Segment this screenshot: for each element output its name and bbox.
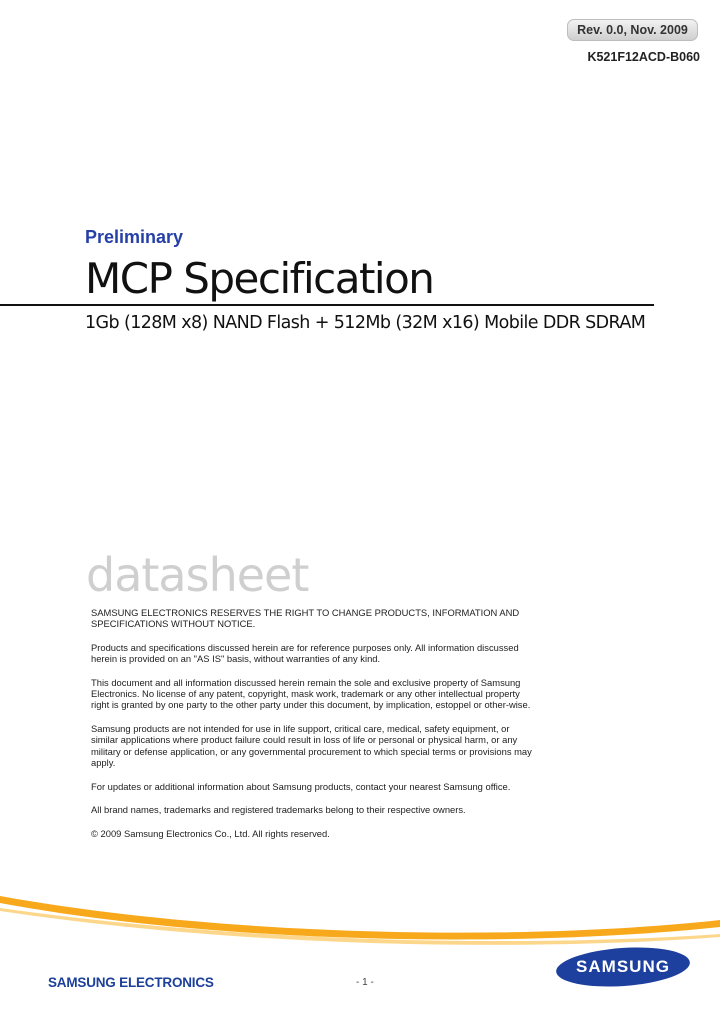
revision-badge: Rev. 0.0, Nov. 2009 <box>567 19 698 41</box>
notice-paragraph: This document and all information discussed herein remain the sole and exclusive property of Samsung Electronics. No license of any patent, copyright, mask work, trademark or any other intellectual property right is granted by one party to the other party under this document, by implication, estoppel or other-wise. <box>91 677 531 711</box>
logo-wordmark: SAMSUNG <box>576 957 670 976</box>
notice-paragraph: Samsung products are not intended for use in life support, critical care, medical, safety equipment, or similar applications where product failure could result in loss of life or personal or physical harm, or any military or defense application, or any governmental procurement to which special terms or provisions may apply. <box>91 723 532 768</box>
notice-paragraph: SAMSUNG ELECTRONICS RESERVES THE RIGHT TO CHANGE PRODUCTS, INFORMATION AND SPECIFICATIONS WITHOUT NOTICE. <box>91 607 520 630</box>
watermark: datasheet <box>86 548 309 602</box>
legal-notices <box>91 607 539 852</box>
page-subtitle: 1Gb (128M x8) NAND Flash + 512Mb (32M x16) Mobile DDR SDRAM <box>85 313 646 333</box>
orange-swoosh-decoration <box>0 890 720 950</box>
page-title: MCP Specification <box>85 254 434 303</box>
notice-paragraph: Products and specifications discussed herein are for reference purposes only. All information discussed herein is provided on an "AS IS" basis, without warranties of any kind. <box>91 642 519 665</box>
footer-company-name: SAMSUNG ELECTRONICS <box>48 975 214 990</box>
notice-paragraph: For updates or additional information about Samsung products, contact your nearest Samsung office. <box>91 780 511 792</box>
part-number: K521F12ACD-B060 <box>587 50 700 64</box>
page-number: - 1 - <box>356 977 374 988</box>
notice-paragraph: All brand names, trademarks and registered trademarks belong to their respective owners. <box>91 804 466 816</box>
document-status: Preliminary <box>85 227 184 247</box>
title-divider <box>0 304 654 306</box>
samsung-logo <box>553 946 693 988</box>
copyright-notice: © 2009 Samsung Electronics Co., Ltd. All rights reserved. <box>91 828 330 840</box>
